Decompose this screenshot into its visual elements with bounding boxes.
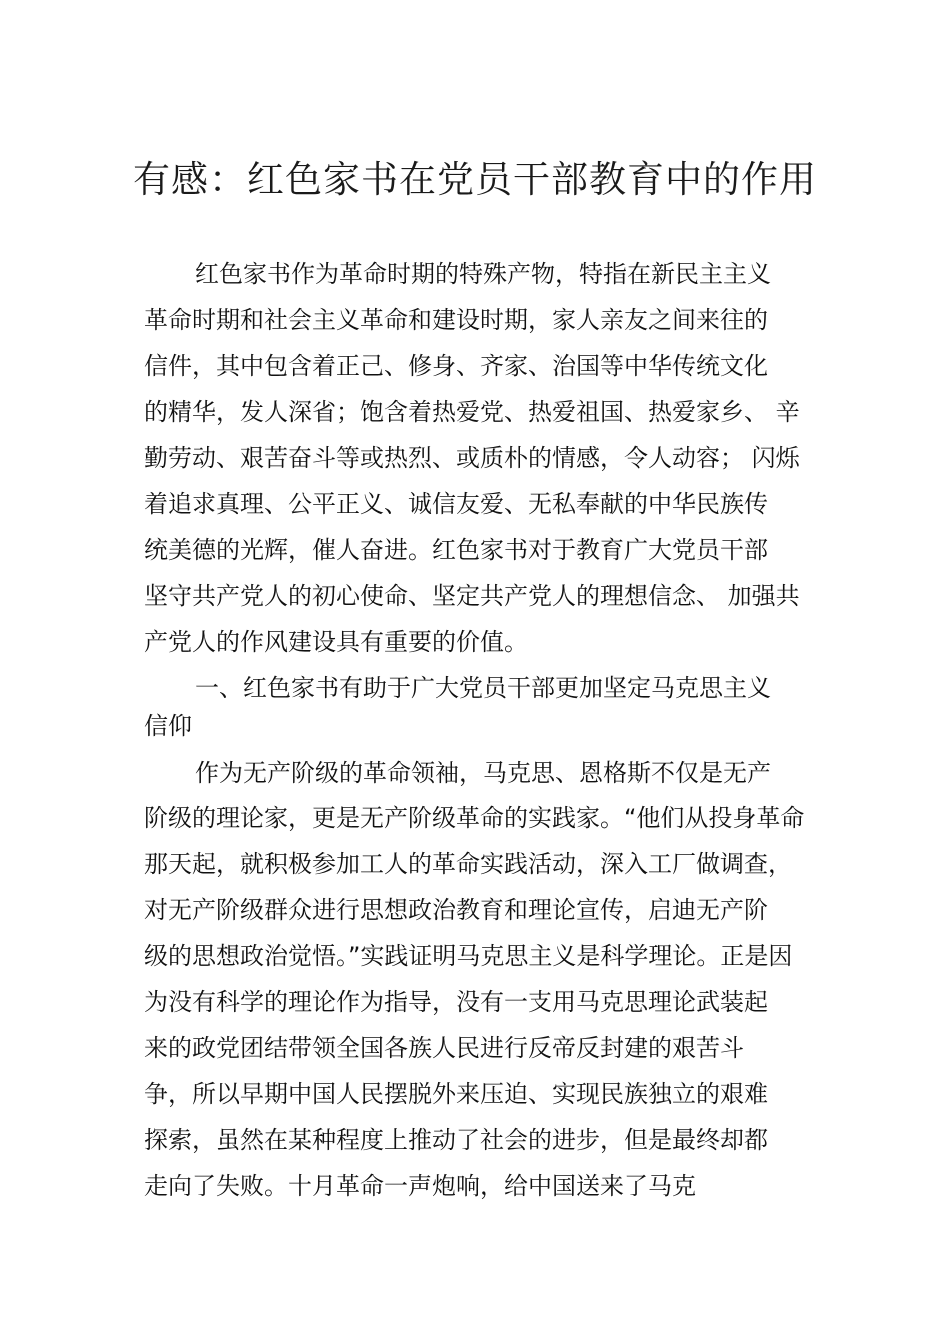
document-body [144, 251, 810, 1209]
paragraph-line: 作为无产阶级的革命领袖，马克思、恩格斯不仅是无产 [195, 759, 771, 787]
paragraph-line: 统美德的光辉，催人奋进。红色家书对于教育广大党员干部 [144, 536, 768, 564]
section-heading-line: 一、红色家书有助于广大党员干部更加坚定马克思主义 [195, 674, 771, 702]
paragraph-line: 坚守共产党人的初心使命、坚定共产党人的理想信念、 加强共 [144, 582, 800, 610]
paragraph-line: 阶级的理论家，更是无产阶级革命的实践家。“他们从投身革命 [144, 804, 805, 832]
paragraph-line: 勤劳动、艰苦奋斗等或热烈、或质朴的情感，令人动容； 闪烁 [144, 444, 800, 472]
paragraph-line: 探索，虽然在某种程度上推动了社会的进步，但是最终却都 [144, 1126, 768, 1154]
section-heading-line: 信仰 [144, 712, 192, 740]
paragraph-line: 的精华，发人深省；饱含着热爱党、热爱祖国、热爱家乡、 辛 [144, 398, 800, 426]
paragraph-line: 对无产阶级群众进行思想政治教育和理论宣传，启迪无产阶 [144, 896, 768, 924]
paragraph-line: 级的思想政治觉悟。”实践证明马克思主义是科学理论。正是因 [144, 942, 793, 970]
paragraph-line: 着追求真理、公平正义、诚信友爱、无私奉献的中华民族传 [144, 490, 768, 518]
paragraph-line: 产党人的作风建设具有重要的价值。 [144, 628, 528, 656]
paragraph-line: 来的政党团结带领全国各族人民进行反帝反封建的艰苦斗 [144, 1034, 744, 1062]
paragraph-line: 走向了失败。十月革命一声炮响，给中国送来了马克 [144, 1172, 696, 1200]
document-title: 有感：红色家书在党员干部教育中的作用 [133, 158, 817, 201]
paragraph-line: 为没有科学的理论作为指导，没有一支用马克思理论武装起 [144, 988, 768, 1016]
paragraph-line: 红色家书作为革命时期的特殊产物，特指在新民主主义 [195, 260, 771, 288]
paragraph-line: 争，所以早期中国人民摆脱外来压迫、实现民族独立的艰难 [144, 1080, 768, 1108]
paragraph-line: 革命时期和社会主义革命和建设时期，家人亲友之间来往的 [144, 306, 768, 334]
paragraph-line: 信件，其中包含着正己、修身、齐家、治国等中华传统文化 [144, 352, 768, 380]
paragraph-line: 那天起，就积极参加工人的革命实践活动，深入工厂做调查， [144, 850, 792, 878]
